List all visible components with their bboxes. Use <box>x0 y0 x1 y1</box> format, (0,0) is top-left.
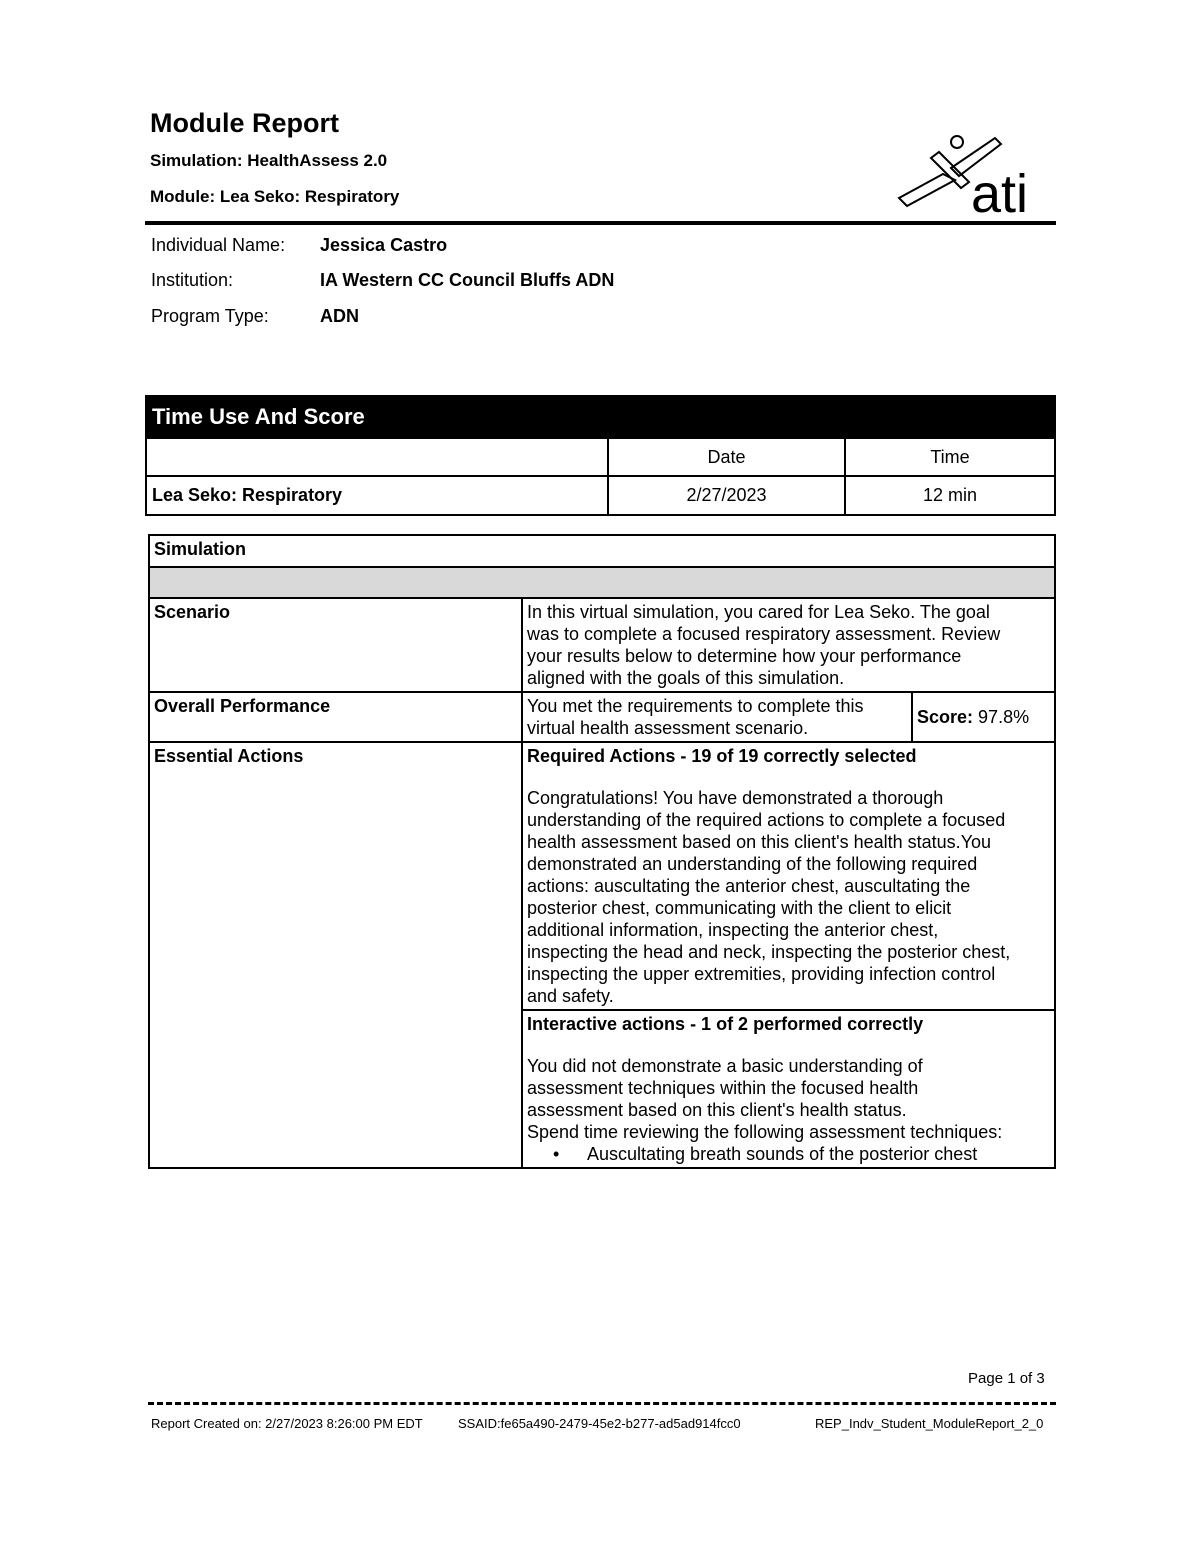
essential-actions-row <box>149 742 1055 1010</box>
name-value: Jessica Castro <box>320 235 448 255</box>
time-use-title: Time Use And Score <box>146 396 1055 438</box>
required-line: inspecting the head and neck, inspecting the posterior chest, <box>527 942 1011 962</box>
column-header-time: Time <box>845 438 1055 476</box>
interactive-line: assessment techniques within the focused health <box>527 1078 919 1098</box>
interactive-line: Spend time reviewing the following assessment techniques: <box>527 1122 1003 1142</box>
simulation-name: Simulation: HealthAssess 2.0 <box>150 151 388 170</box>
score-cell <box>912 692 1055 742</box>
page-number: Page 1 of 3 <box>968 1370 1045 1387</box>
page-title: Module Report <box>150 108 339 138</box>
required-line: and safety. <box>527 986 614 1006</box>
scenario-label: Scenario <box>149 598 522 692</box>
required-line: understanding of the required actions to complete a focused <box>527 810 1006 830</box>
ati-logo <box>895 132 1057 218</box>
required-line: additional information, inspecting the anterior chest, <box>527 920 939 940</box>
required-line: actions: auscultating the anterior chest, auscultating the <box>527 876 971 896</box>
score-value: 97.8% <box>978 707 1030 727</box>
row-time: 12 min <box>845 476 1055 515</box>
report-id: REP_Indv_Student_ModuleReport_2_0 <box>815 1416 1044 1431</box>
interactive-actions-cell <box>522 1010 1055 1168</box>
scenario-line: In this virtual simulation, you cared for Lea Seko. The goal <box>527 602 990 622</box>
program-type-label: Program Type: <box>151 306 269 326</box>
gray-band <box>149 567 1055 598</box>
table-row <box>146 476 1055 515</box>
time-use-header-row <box>146 438 1055 476</box>
required-line: health assessment based on this client's health status.You <box>527 832 992 852</box>
column-header-module <box>146 438 608 476</box>
required-line: Congratulations! You have demonstrated a thorough <box>527 788 944 808</box>
overall-line: virtual health assessment scenario. <box>527 718 809 738</box>
logo-text: ati <box>971 164 1029 218</box>
header-divider <box>145 221 1056 225</box>
scenario-line: aligned with the goals of this simulation. <box>527 668 845 688</box>
required-actions-cell <box>522 742 1055 1010</box>
scenario-line: was to complete a focused respiratory assessment. Review <box>527 624 1001 644</box>
name-label: Individual Name: <box>151 235 286 255</box>
column-header-date: Date <box>608 438 845 476</box>
footer-divider <box>148 1402 1056 1405</box>
required-line: demonstrated an understanding of the following required <box>527 854 978 874</box>
list-item <box>527 1143 1050 1165</box>
module-name: Module: Lea Seko: Respiratory <box>150 187 400 206</box>
overall-performance-label: Overall Performance <box>149 692 522 742</box>
scenario-text <box>522 598 1055 692</box>
bullet-icon: • <box>553 1144 560 1164</box>
report-created: Report Created on: 2/27/2023 8:26:00 PM EDT <box>151 1416 423 1431</box>
interactive-line: assessment based on this client's health status. <box>527 1100 907 1120</box>
interactive-actions-title: Interactive actions - 1 of 2 performed correctly <box>527 1014 924 1034</box>
overall-performance-text <box>522 692 912 742</box>
required-line: posterior chest, communicating with the client to elicit <box>527 898 952 918</box>
interactive-line: You did not demonstrate a basic understanding of <box>527 1056 923 1076</box>
program-type-value: ADN <box>320 306 359 326</box>
required-line: inspecting the upper extremities, providing infection control <box>527 964 996 984</box>
overall-line: You met the requirements to complete this <box>527 696 864 716</box>
interactive-bullet-text: Auscultating breath sounds of the posterior chest <box>587 1144 978 1164</box>
scenario-line: your results below to determine how your performance <box>527 646 962 666</box>
essential-actions-label: Essential Actions <box>149 742 522 1168</box>
ssaid: SSAID:fe65a490-2479-45e2-b277-ad5ad914fcc0 <box>458 1416 741 1431</box>
time-use-table <box>145 395 1056 516</box>
scenario-row <box>149 598 1055 692</box>
overall-performance-row <box>149 692 1055 742</box>
row-module: Lea Seko: Respiratory <box>146 476 608 515</box>
score-label: Score: <box>917 707 974 727</box>
required-actions-title: Required Actions - 19 of 19 correctly selected <box>527 746 917 766</box>
institution-label: Institution: <box>151 270 234 290</box>
simulation-table <box>148 534 1056 1169</box>
institution-value: IA Western CC Council Bluffs ADN <box>320 270 615 290</box>
simulation-title: Simulation <box>149 535 1055 567</box>
row-date: 2/27/2023 <box>608 476 845 515</box>
